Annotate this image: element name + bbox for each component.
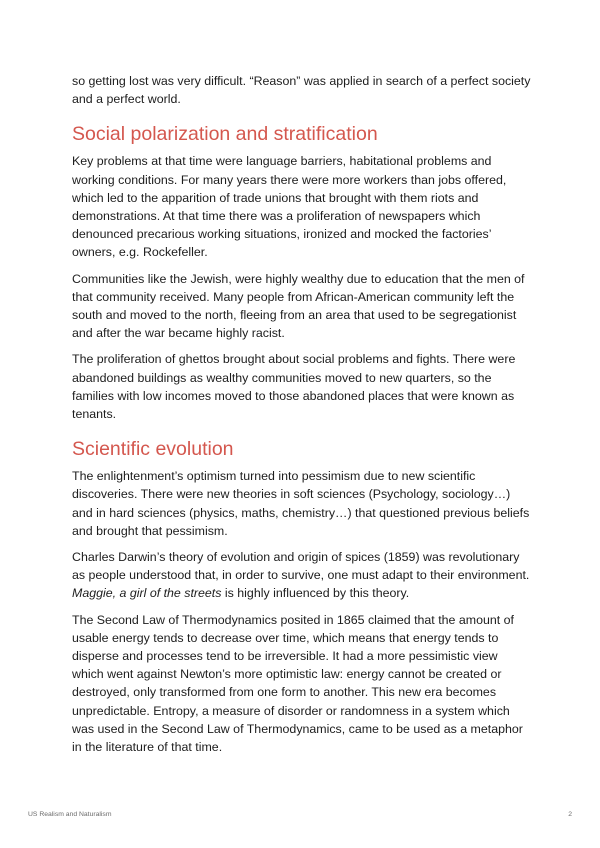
intro-paragraph: so getting lost was very difficult. “Reason” was applied in search of a perfect society and a perfect world.	[72, 74, 531, 107]
paragraph-ghettos: The proliferation of ghettos brought about social problems and fights. There were abandoned buildings as wealthy communities moved to new quarters, so the families with low incomes moved to those abandoned places that were known as tenants.	[72, 352, 516, 422]
paragraph-enlightenment: The enlightenment’s optimism turned into pessimism due to new scientific discoveries. There were new theories in soft sciences (Psychology, sociology…) and in hard sciences (physics, maths, chemistry…) that questioned previous beliefs and brought that pessimism.	[72, 469, 530, 538]
darwin-text-before: Charles Darwin’s theory of evolution and origin of spices (1859) was revolutionary as people understood that, in order to survive, one must adapt to their environment.	[72, 550, 530, 583]
paragraph-key-problems: Key problems at that time were language barriers, habitational problems and working conditions. For many years there were more workers than jobs offered, which led to the apparition of trade unions that brought with them riots and demonstrations. At that time there was a proliferation of newspapers which denounced precarious working situations, ironized and mocked the factories’ owners, e.g. Rockefeller.	[72, 154, 507, 260]
paragraph-thermodynamics: The Second Law of Thermodynamics posited in 1865 claimed that the amount of usable energy tends to decrease over time, which means that energy tends to disperse and processes tend to be irreversible. It had a more pessimistic view which went against Newton’s more optimistic law: energy cannot be created or destroyed, only transformed from one form to another. This new era becomes unpredictable. Entropy, a measure of disorder or randomness in a system which was used in the Second Law of Thermodynamics, came to be used as a metaphor in the literature of that time.	[72, 612, 523, 755]
section-heading-social-polarization: Social polarization and stratification	[72, 123, 378, 146]
paragraph-darwin	[72, 548, 532, 603]
paragraph-communities: Communities like the Jewish, were highly wealthy due to education that the men of that community received. Many people from African-American community left the south and moved to the north, fleeing from an area that used to be segregationist and after the war became highly racist.	[72, 271, 525, 341]
page-content	[72, 72, 532, 764]
book-title-maggie: Maggie, a girl of the streets	[72, 586, 222, 601]
section-heading-scientific-evolution: Scientific evolution	[72, 438, 234, 461]
footer-document-title: US Realism and Naturalism	[28, 811, 112, 818]
footer-page-number: 2	[568, 811, 572, 818]
page-footer	[28, 811, 572, 818]
darwin-text-after: is highly influenced by this theory.	[221, 586, 410, 601]
